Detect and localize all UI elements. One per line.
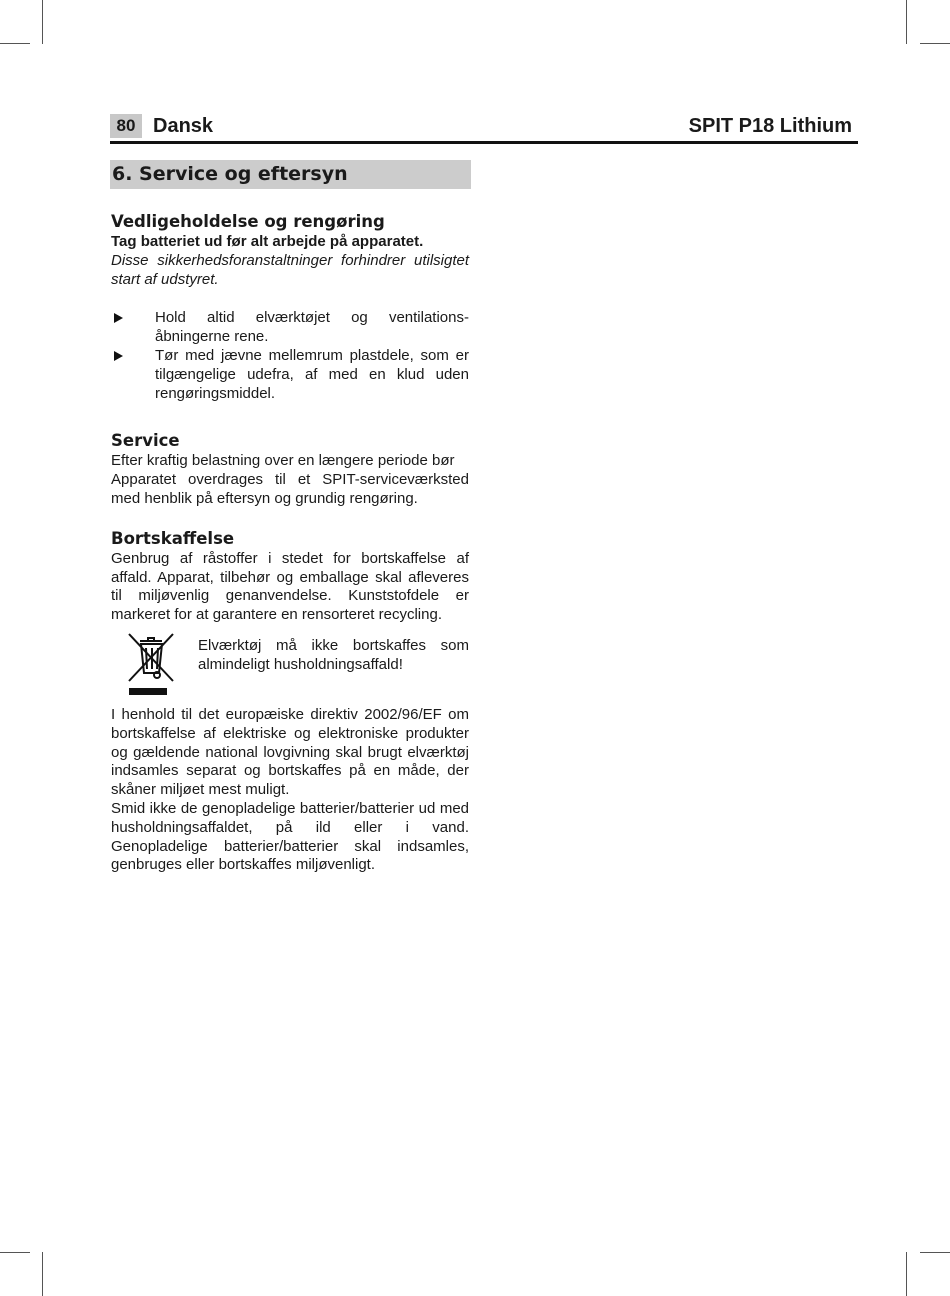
section-title: 6. Service og eftersyn bbox=[110, 160, 471, 189]
page-number: 80 bbox=[110, 114, 142, 138]
service-text-1: Efter kraftig belastning over en længere periode bør bbox=[111, 452, 455, 470]
crop-mark bbox=[0, 43, 30, 44]
header-product-name: SPIT P18 Lithium bbox=[688, 115, 852, 137]
page-content bbox=[111, 160, 469, 875]
bullet-arrow-icon bbox=[114, 351, 123, 361]
weee-notice bbox=[111, 631, 469, 701]
crop-mark bbox=[0, 1252, 30, 1253]
crossed-out-wheelie-bin-icon bbox=[126, 631, 176, 697]
disposal-heading: Bortskaffelse bbox=[111, 528, 235, 548]
crop-mark bbox=[920, 1252, 950, 1253]
maintenance-bullet-list bbox=[111, 309, 469, 403]
disposal-batteries: Smid ikke de genopladelige batterier/batterier ud med husholdningsaffaldet, på ild eller i vand. Genopladelige batterier/batterier skal indsamles, genbruges eller bortskaffes miljøvenligt. bbox=[111, 799, 469, 874]
bullet-arrow-icon bbox=[114, 313, 123, 323]
weee-note: Elværktøj må ikke bortskaffes som almindeligt husholdningsaffald! bbox=[198, 636, 469, 673]
maintenance-warning: Tag batteriet ud før alt arbejde på apparatet. bbox=[111, 233, 424, 250]
bullet-text: Tør med jævne mellemrum plastdele, som er tilgængelige udefra, af med en klud uden rengøringsmiddel. bbox=[155, 346, 469, 402]
header-rule bbox=[110, 141, 858, 144]
bullet-text: Hold altid elværktøjet og ventilations-åbningerne rene. bbox=[155, 309, 469, 346]
crop-mark bbox=[906, 0, 907, 44]
header-language: Dansk bbox=[153, 115, 214, 137]
list-item bbox=[111, 347, 469, 403]
list-item bbox=[111, 309, 469, 347]
maintenance-note: Disse sikkerhedsforanstaltninger forhindrer utilsigtet start af udstyret. bbox=[111, 251, 469, 288]
page-header bbox=[110, 112, 858, 144]
service-text-2: Apparatet overdrages til et SPIT-serviceværksted med henblik på eftersyn og grundig rengøring. bbox=[111, 471, 469, 507]
crop-mark bbox=[42, 1252, 43, 1296]
maintenance-heading: Vedligeholdelse og rengøring bbox=[111, 212, 385, 231]
service-heading: Service bbox=[111, 431, 180, 451]
disposal-directive: I henhold til det europæiske direktiv 2002/96/EF om bortskaffelse af elektriske og elektroniske produkter og gældende national lovgivning skal brugt elværktøj indsamles separat og bortskaffes på en måde, der skåner miljøet mest muligt. bbox=[111, 705, 469, 799]
crop-mark bbox=[42, 0, 43, 44]
crop-mark bbox=[906, 1252, 907, 1296]
crop-mark bbox=[920, 43, 950, 44]
disposal-intro: Genbrug af råstoffer i stedet for bortskaffelse af affald. Apparat, tilbehør og emballage skal afleveres til miljøvenlig genanvendelse. Kunststofdele er markeret for at garantere en rensorteret recycling. bbox=[111, 549, 469, 624]
